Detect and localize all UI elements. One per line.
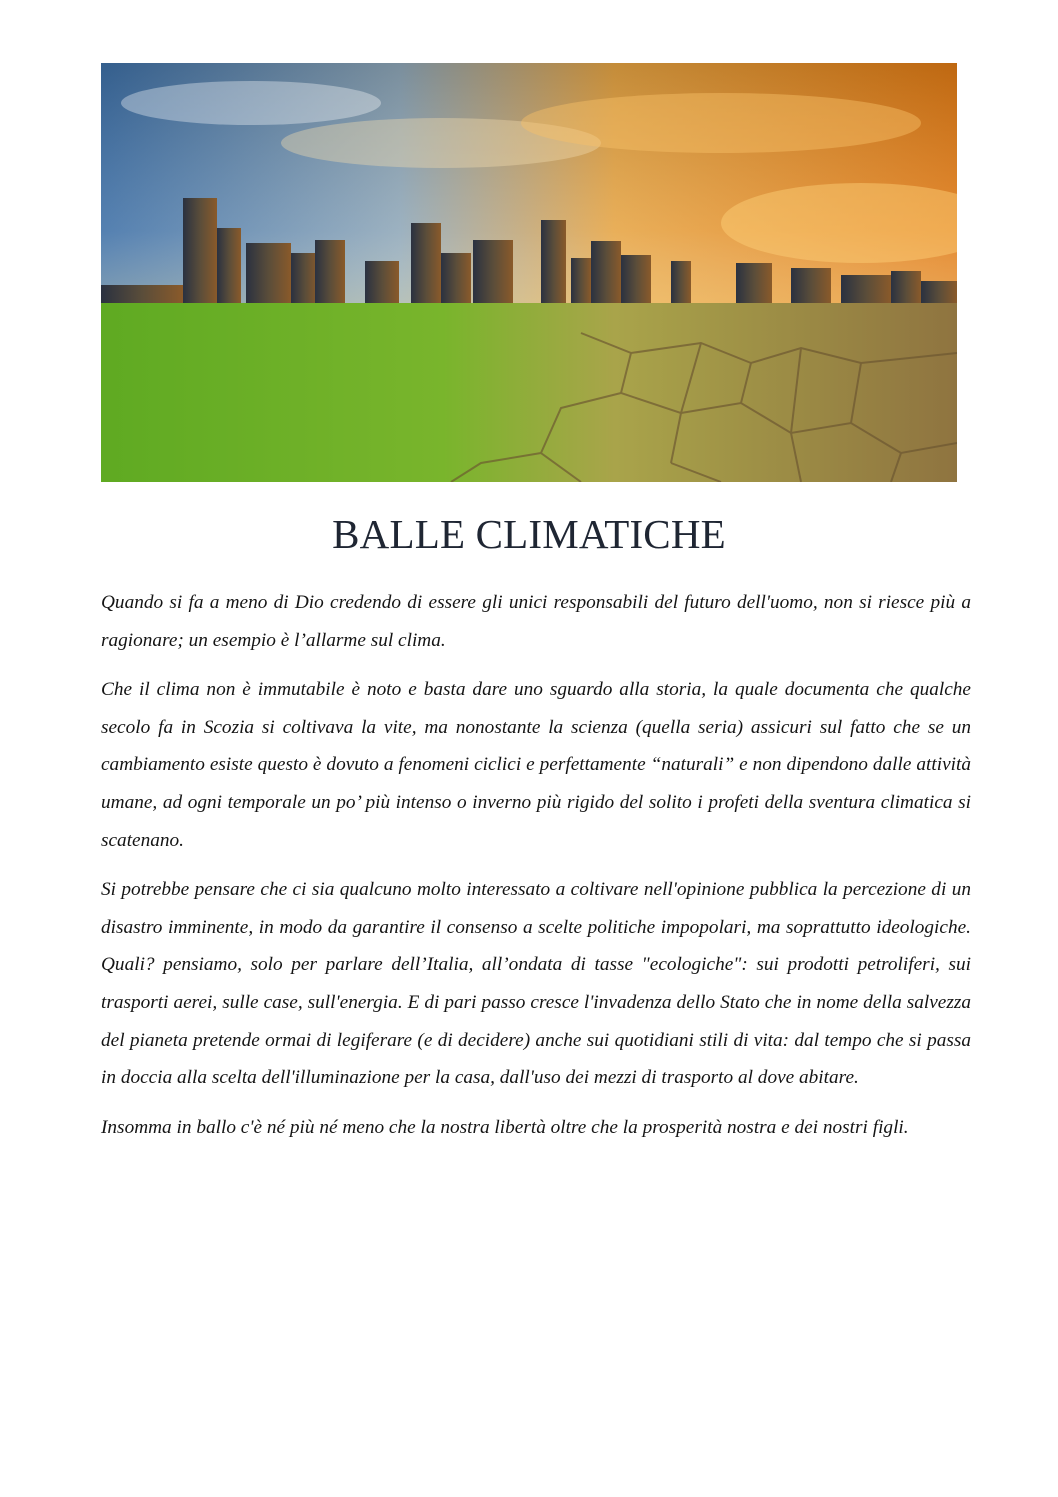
page-title: BALLE CLIMATICHE: [332, 511, 726, 557]
paragraph: Insomma in ballo c'è né più né meno che la nostra libertà oltre che la prosperità nostra e dei nostri figli.: [101, 1116, 909, 1138]
cityscape-climate-image: [101, 63, 957, 482]
paragraph: Si potrebbe pensare che ci sia qualcuno molto interessato a coltivare nell'opinione pubblica la percezione di un disastro imminente, in modo da garantire il consenso a scelte politiche impopolari, ma soprattutto ideologiche. Quali? pensiamo, solo per parlare dell’Italia, all’ondata di tasse "ecologiche": sui prodotti petroliferi, sui trasporti aerei, sulle case, sull'energia. E di pari passo cresce l'invadenza dello Stato che in nome della salvezza del pianeta pretende ormai di legiferare (e di decidere) anche sui quotidiani stili di vita: dal tempo che si passa in doccia alla scelta dell'illuminazione per la casa, dall'uso dei mezzi di trasporto al dove abitare.: [101, 879, 971, 1089]
paragraph: Che il clima non è immutabile è noto e basta dare uno sguardo alla storia, la quale documenta che qualche secolo fa in Scozia si coltivava la vite, ma nonostante la scienza (quella seria) assicuri sul fatto che se un cambiamento esiste questo è dovuto a fenomeni ciclici e perfettamente “naturali” e non dipendono dalle attività umane, ad ogni temporale un po’ più intenso o inverno più rigido del solito i profeti della sventura climatica si scatenano.: [101, 679, 971, 851]
paragraph: Quando si fa a meno di Dio credendo di essere gli unici responsabili del futuro dell'uomo, non si riesce più a ragionare; un esempio è l’allarme sul clima.: [101, 592, 971, 651]
article-body: [101, 584, 971, 1158]
hero-image: [101, 63, 957, 482]
